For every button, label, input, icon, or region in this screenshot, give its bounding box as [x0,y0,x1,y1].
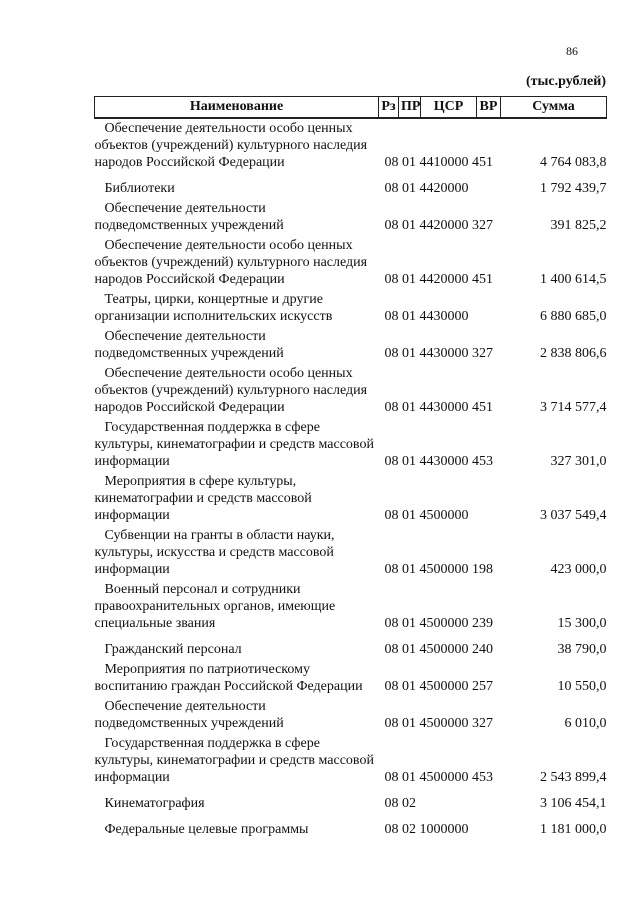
table-row [95,788,607,814]
table-row [95,697,607,734]
row-code: 08 02 1000000 [384,822,469,837]
table-row [95,472,607,526]
header-pr: ПР [399,97,421,119]
table-row [95,118,607,173]
table-header-row [95,97,607,119]
header-sum: Сумма [501,97,607,119]
table-row [95,526,607,580]
header-csr: ЦСР [421,97,477,119]
row-code: 08 01 4420000 [384,181,469,196]
row-code: 08 01 4500000 198 [384,562,493,577]
units-label: (тыс.рублей) [525,74,606,89]
row-name: Обеспечение деятельности подведомственных учреждений [94,201,284,233]
row-code: 08 01 4420000 327 [384,218,493,233]
row-name: Гражданский персонал [104,642,242,657]
row-code: 08 01 4500000 257 [384,679,493,694]
row-sum: 2 838 806,6 [540,346,607,361]
row-code: 08 01 4430000 451 [384,400,493,415]
row-name: Обеспечение деятельности особо ценных объектов (учреждений) культурного наследия народов Российской Федерации [94,121,368,170]
table-row [95,236,607,290]
row-sum: 15 300,0 [557,616,607,631]
row-sum: 3 714 577,4 [540,400,607,415]
row-name: Обеспечение деятельности подведомственных учреждений [94,699,284,731]
row-code: 08 01 4500000 453 [384,770,493,785]
row-sum: 1 181 000,0 [540,822,607,837]
row-code: 08 01 4420000 451 [384,272,493,287]
row-name: Мероприятия по патриотическому воспитанию граждан Российской Федерации [94,662,363,694]
row-name: Театры, цирки, концертные и другие организации исполнительских искусств [94,292,333,324]
row-name: Обеспечение деятельности особо ценных объектов (учреждений) культурного наследия народов Российской Федерации [94,238,368,287]
row-sum: 423 000,0 [550,562,607,577]
table-row [95,734,607,788]
row-sum: 38 790,0 [557,642,607,657]
row-code: 08 01 4430000 327 [384,346,493,361]
table-row [95,814,607,840]
header-rz: Рз [379,97,399,119]
row-sum: 6 010,0 [564,716,607,731]
row-sum: 10 550,0 [557,679,607,694]
row-sum: 3 106 454,1 [540,796,607,811]
row-sum: 1 400 614,5 [540,272,607,287]
row-sum: 2 543 899,4 [540,770,607,785]
row-code: 08 01 4500000 239 [384,616,493,631]
table-row [95,634,607,660]
row-name: Кинематография [104,796,205,811]
row-name: Обеспечение деятельности особо ценных объектов (учреждений) культурного наследия народов Российской Федерации [94,366,368,415]
row-name: Военный персонал и сотрудники правоохранительных органов, имеющие специальные звания [94,582,336,631]
table-row [95,199,607,236]
row-code: 08 01 4500000 327 [384,716,493,731]
row-name: Мероприятия в сфере культуры, кинематографии и средств массовой информации [94,474,312,523]
row-code: 08 01 4430000 [384,309,469,324]
table-row [95,173,607,199]
row-code: 08 01 4410000 451 [384,155,493,170]
table-row [95,290,607,327]
budget-table [94,96,607,840]
row-code: 08 02 [384,796,416,811]
header-vr: ВР [477,97,501,119]
row-sum: 327 301,0 [550,454,607,469]
row-name: Государственная поддержка в сфере культуры, кинематографии и средств массовой информации [94,420,374,469]
row-sum: 391 825,2 [550,218,607,233]
row-sum: 6 880 685,0 [540,309,607,324]
row-name: Библиотеки [104,181,175,196]
row-name: Государственная поддержка в сфере культуры, кинематографии и средств массовой информации [94,736,374,785]
row-name: Субвенции на гранты в области науки, культуры, искусства и средств массовой информации [94,528,335,577]
header-name: Наименование [95,97,379,119]
row-sum: 1 792 439,7 [540,181,607,196]
row-sum: 4 764 083,8 [540,155,607,170]
row-name: Федеральные целевые программы [104,822,309,837]
table-row [95,418,607,472]
table-row [95,580,607,634]
table-row [95,660,607,697]
table-row [95,327,607,364]
page-number: 86 [566,44,578,58]
row-sum: 3 037 549,4 [540,508,607,523]
row-name: Обеспечение деятельности подведомственных учреждений [94,329,284,361]
table-row [95,364,607,418]
row-code: 08 01 4430000 453 [384,454,493,469]
row-code: 08 01 4500000 [384,508,469,523]
row-code: 08 01 4500000 240 [384,642,493,657]
